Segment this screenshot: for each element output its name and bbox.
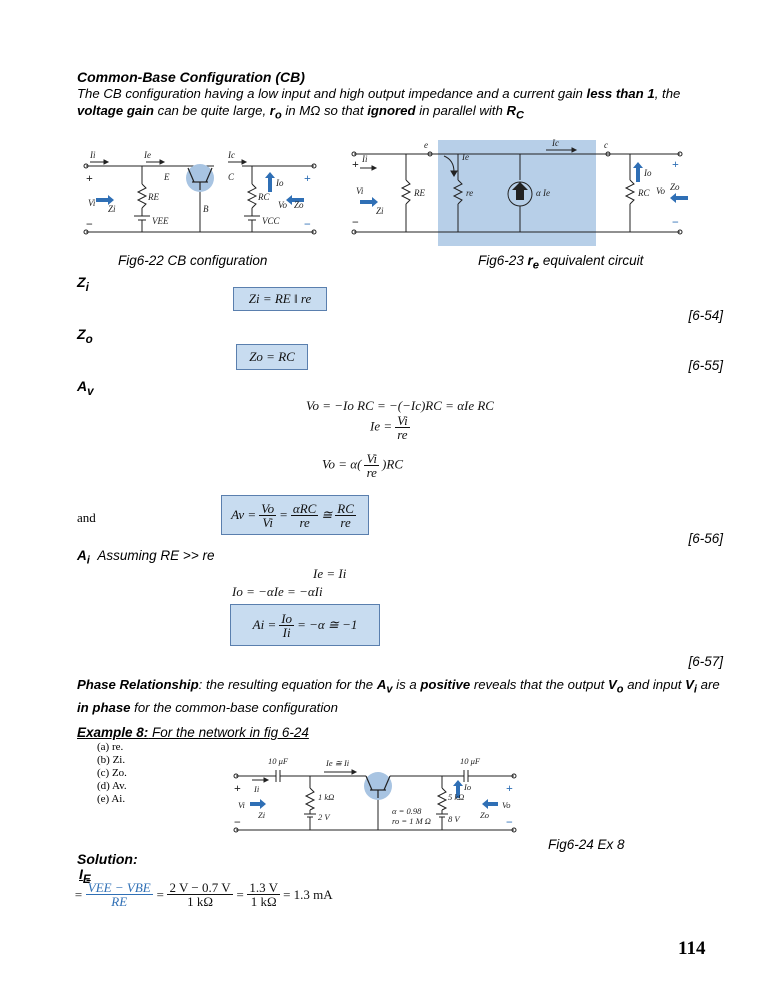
- question-item: (e) Ai.: [97, 793, 126, 805]
- ai-label: $A_i$ Assuming RE >> re: [77, 548, 215, 567]
- svg-text:+: +: [86, 171, 93, 185]
- svg-text:10 μF: 10 μF: [460, 756, 481, 766]
- ai-derivation-line-1: Ie = Ii: [313, 566, 347, 581]
- svg-text:Zo: Zo: [480, 810, 489, 820]
- ie-calculation: = $\frac{\text{VEE − VBE}}{RE}$ = $\frac{2 V - 0.7 V}{1 k\Omega}$ = $\frac{1.3 V}{1 k\Omega}$ = 1.3 mA: [74, 880, 333, 909]
- fig-6-23-caption: Fig6-23 $r_e$ equivalent circuit: [478, 253, 644, 272]
- eq-ref-6-55: [6-55]: [688, 358, 723, 373]
- svg-text:Vo: Vo: [502, 800, 511, 810]
- section-heading: Common-Base Configuration (CB): [77, 69, 305, 85]
- zo-label: $Z_o$: [77, 326, 93, 346]
- svg-text:Io: Io: [464, 782, 472, 792]
- svg-text:10 μF: 10 μF: [268, 756, 289, 766]
- fig-6-22-caption: Fig6-22 CB configuration: [118, 253, 268, 268]
- question-item: (d) Av.: [97, 780, 127, 792]
- fig-6-24-caption: Fig6-24 Ex 8: [548, 837, 625, 852]
- svg-text:−: −: [304, 217, 311, 231]
- svg-text:5 kΩ: 5 kΩ: [448, 792, 465, 802]
- svg-text:VCC: VCC: [262, 216, 280, 226]
- svg-text:1 kΩ: 1 kΩ: [318, 792, 335, 802]
- fig-6-24-circuit: [228, 752, 524, 844]
- svg-text:−: −: [352, 215, 359, 229]
- svg-text:RC: RC: [258, 192, 270, 202]
- svg-text:Ic: Ic: [552, 138, 559, 148]
- zi-equation: Zi = RE ‖ re: [233, 287, 327, 311]
- eq-ref-6-54: [6-54]: [688, 308, 723, 323]
- svg-text:Ie: Ie: [144, 150, 151, 160]
- intro-paragraph: The CB configuration having a low input and high output impedance and a current gain less than 1, the voltage gain can be quite large, $r_o$ in MΩ so that ignored in parallel with $R_C$: [77, 86, 681, 122]
- svg-text:re: re: [466, 188, 474, 198]
- question-item: (b) Zi.: [97, 754, 126, 766]
- ai-equation: Ai = $\frac{Io}{Ii}$ = −α ≅ −1: [230, 604, 380, 646]
- svg-text:Io: Io: [276, 178, 284, 188]
- svg-text:Zi: Zi: [376, 206, 384, 216]
- zi-label: $Z_i$: [77, 274, 89, 294]
- phase-paragraph: Phase Relationship: the resulting equation for the $A_v$ is a positive reveals that the output $V_o$ and input $V_i$ are in phase for the common-base configuration: [77, 677, 720, 715]
- svg-text:α = 0.98: α = 0.98: [392, 806, 422, 816]
- svg-text:ro = 1 M Ω: ro = 1 M Ω: [392, 816, 431, 826]
- av-derivation-line-1: Vo = −Io RC = −(−Ic)RC = αIe RC: [306, 398, 494, 413]
- svg-text:c: c: [604, 140, 608, 150]
- svg-text:RC: RC: [638, 188, 650, 198]
- svg-text:Io: Io: [644, 168, 652, 178]
- and-word: and: [77, 510, 96, 525]
- svg-text:Vi: Vi: [356, 186, 364, 196]
- question-item: (c) Zo.: [97, 767, 127, 779]
- svg-text:Zo: Zo: [294, 200, 304, 210]
- page-number: 114: [678, 938, 706, 959]
- svg-text:8 V: 8 V: [448, 814, 460, 824]
- fig-6-23-circuit: [350, 138, 695, 250]
- example-questions: [97, 741, 127, 806]
- example-heading: Example 8: For the network in fig 6-24: [77, 725, 309, 740]
- svg-text:Vi: Vi: [88, 198, 96, 208]
- svg-text:+: +: [304, 171, 311, 185]
- svg-text:E: E: [164, 172, 170, 182]
- svg-text:Vi: Vi: [238, 800, 245, 810]
- svg-text:+: +: [506, 781, 513, 795]
- zo-equation: Zo = RC: [236, 344, 308, 370]
- av-derivation-line-3: Vo = α( $\frac{Vi}{re}$ )RC: [322, 451, 404, 480]
- svg-text:B: B: [203, 204, 209, 214]
- av-derivation-line-2: Ie = $\frac{Vi}{re}$: [370, 413, 408, 442]
- av-label: $A_v$: [77, 378, 94, 398]
- svg-text:Vo: Vo: [656, 186, 665, 196]
- svg-text:−: −: [234, 815, 241, 829]
- svg-text:Zi: Zi: [108, 204, 116, 214]
- svg-text:+: +: [234, 781, 241, 795]
- svg-text:Ii: Ii: [254, 784, 260, 794]
- svg-text:α Ie: α Ie: [536, 188, 550, 198]
- svg-text:Ie ≅ Ii: Ie ≅ Ii: [326, 758, 350, 768]
- eq-ref-6-56: [6-56]: [688, 531, 723, 546]
- svg-text:VEE: VEE: [152, 216, 169, 226]
- solution-label: Solution:: [77, 851, 138, 867]
- svg-text:Ii: Ii: [362, 154, 368, 164]
- svg-text:RE: RE: [148, 192, 159, 202]
- eq-ref-6-57: [6-57]: [688, 654, 723, 669]
- svg-text:−: −: [86, 217, 93, 231]
- svg-text:Zo: Zo: [670, 182, 680, 192]
- svg-text:Zi: Zi: [258, 810, 266, 820]
- svg-text:e: e: [424, 140, 428, 150]
- svg-text:−: −: [672, 215, 679, 229]
- svg-text:C: C: [228, 172, 235, 182]
- question-item: (a) re.: [97, 741, 124, 753]
- av-equation: Av = $\frac{Vo}{Vi}$ = $\frac{\text{αRC}}{re}$ ≅ $\frac{RC}{re}$: [221, 495, 369, 535]
- fig-6-22-circuit: [82, 148, 322, 250]
- svg-text:RE: RE: [414, 188, 425, 198]
- svg-text:Ie: Ie: [462, 152, 469, 162]
- svg-text:Ic: Ic: [228, 150, 235, 160]
- ie-label: $I_E$: [79, 866, 91, 886]
- svg-text:2 V: 2 V: [318, 812, 330, 822]
- ai-derivation-line-2: Io = −αIe = −αIi: [232, 584, 323, 599]
- svg-text:+: +: [352, 157, 359, 171]
- svg-text:+: +: [672, 157, 679, 171]
- svg-text:Vo: Vo: [278, 200, 287, 210]
- svg-text:−: −: [506, 815, 513, 829]
- svg-text:Ii: Ii: [90, 150, 96, 160]
